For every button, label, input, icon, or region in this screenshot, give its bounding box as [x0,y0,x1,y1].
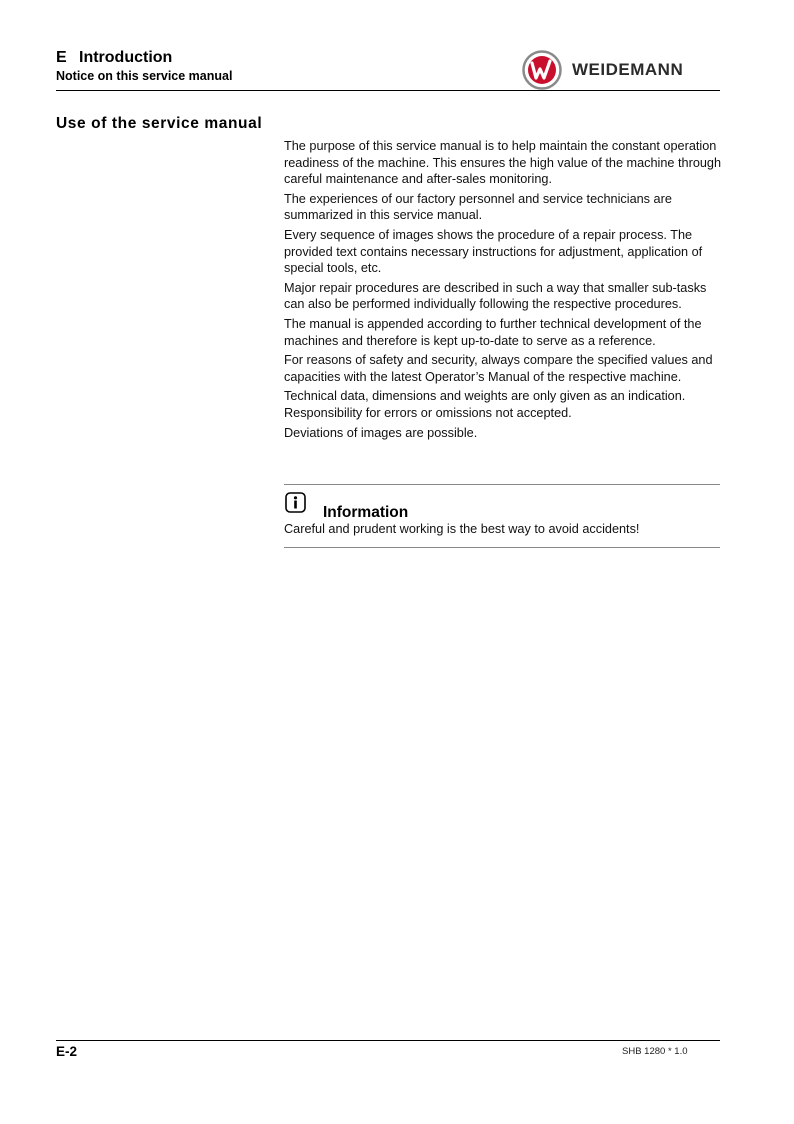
paragraph: For reasons of safety and security, always compare the specified values and capacities with the latest Operator’s Manual of the respective machine. [284,353,713,384]
section-heading: Use of the service manual [56,115,263,132]
info-title: Information [323,504,409,521]
weidemann-logo [520,50,683,90]
weidemann-w-logo-icon [520,50,564,90]
paragraph: The experiences of our factory personnel and service technicians are summarized in this service manual. [284,191,672,223]
body-text [284,138,724,444]
header-divider [56,90,720,91]
document-reference: SHB 1280 * 1.0 [622,1046,688,1057]
paragraph: Major repair procedures are described in such a way that smaller sub-tasks can also be performed individually following the respective procedures. [284,280,707,312]
information-box [284,484,720,548]
paragraph: Every sequence of images shows the procedure of a repair process. The provided text contains necessary instructions for adjustment, application of special tools, etc. [284,227,703,276]
info-text: Careful and prudent working is the best way to avoid accidents! [284,522,640,536]
page-subtitle: Notice on this service manual [56,69,233,83]
footer-divider [56,1040,720,1041]
paragraph: The manual is appended according to further technical development of the machines and therefore is kept up-to-date to serve as a reference. [284,316,702,348]
paragraph: The purpose of this service manual is to help maintain the constant operation readiness of the machine. This ensures the high value of the machine through careful maintenance and after-sales monitoring. [284,139,722,187]
chapter-letter: E [56,49,67,66]
info-icon [285,492,306,513]
chapter-heading [56,49,172,67]
paragraph: Technical data, dimensions and weights are only given as an indication. Responsibility for errors or omissions not accepted. [284,389,686,420]
logo-text: WEIDEMANN [572,60,684,79]
page-number: E-2 [56,1044,78,1059]
paragraph: Deviations of images are possible. [284,425,478,440]
chapter-title: Introduction [79,49,173,66]
